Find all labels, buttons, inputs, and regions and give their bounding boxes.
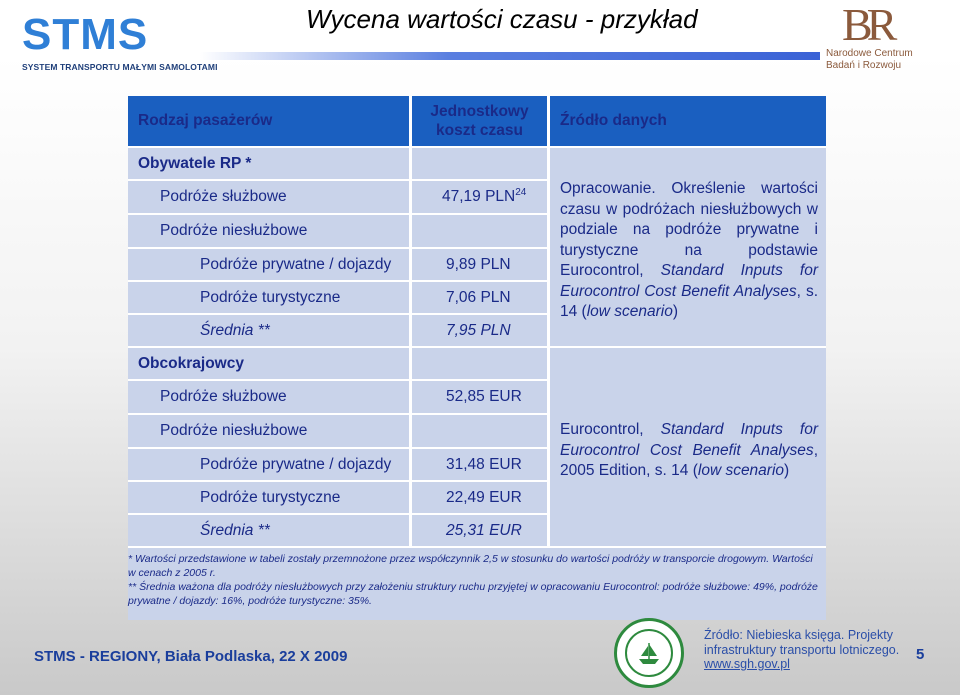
group-row-citizens (128, 148, 826, 181)
group-title-citizens: Obywatele RP * (128, 148, 412, 181)
row-value: 9,89 PLN (412, 249, 550, 282)
row-value (412, 215, 550, 249)
row-value: 7,95 PLN (412, 315, 550, 348)
value-of-time-table (128, 96, 826, 548)
header-data-source: Źródło danych (550, 96, 826, 148)
row-label: Podróże turystyczne (128, 482, 412, 515)
ncbr-logo (822, 2, 952, 76)
row-label: Podróże turystyczne (128, 282, 412, 315)
header-unit-cost: Jednostkowy koszt czasu (412, 96, 550, 148)
ship-icon (635, 639, 663, 667)
footer-source-link[interactable]: www.sgh.gov.pl (704, 657, 790, 671)
stms-logo-tagline: SYSTEM TRANSPORTU MAŁYMI SAMOLOTAMI (22, 62, 218, 72)
slide-header (0, 0, 960, 80)
row-label: Podróże prywatne / dojazdy (128, 449, 412, 482)
group-title-foreigners: Obcokrajowcy (128, 348, 412, 381)
row-label: Podróże służbowe (128, 381, 412, 415)
footnote-1: * Wartości przedstawione w tabeli zostały przemnożone przez współczynnik 2,5 w stosunku do wartości podróży w transporcie drogowym. Wartości w cenach z 2005 r. (128, 553, 813, 579)
title-underline-bar (200, 52, 820, 60)
footer-source (704, 628, 904, 672)
table-header-row (128, 96, 826, 148)
row-value: 52,85 EUR (412, 381, 550, 415)
header-passenger-type: Rodzaj pasażerów (128, 96, 412, 148)
row-value: 7,06 PLN (412, 282, 550, 315)
group-row-foreigners (128, 348, 826, 381)
footer-event-label: STMS - REGIONY, Biała Podlaska, 22 X 2009 (34, 648, 348, 665)
table-cell-empty (412, 148, 550, 181)
table-footnotes (128, 552, 826, 608)
ncbr-monogram: BR (842, 0, 892, 50)
row-label: Podróże prywatne / dojazdy (128, 249, 412, 282)
stms-logo (22, 12, 218, 72)
sgh-emblem-icon (614, 618, 684, 688)
source-cell-citizens: Opracowanie. Określenie wartości czasu w podróżach niesłużbowych w podziale na podróże prywatne i turystyczne na podstawie Eurocontrol, Standard Inputs for Eurocontrol Cost Benefit Analyses, s. 14 (low scenario) (550, 148, 826, 348)
row-value: 47,19 PLN$^{24}$ (412, 181, 550, 215)
slide-title: Wycena wartości czasu - przykład (306, 4, 698, 34)
row-label: Średnia ** (128, 515, 412, 548)
row-label: Podróże służbowe (128, 181, 412, 215)
row-value: 31,48 EUR (412, 449, 550, 482)
footer-source-text: Źródło: Niebieska księga. Projekty infrastruktury transportu lotniczego. (704, 628, 900, 657)
row-value (412, 415, 550, 449)
stms-logo-text: STMS (22, 10, 149, 59)
page-number: 5 (916, 646, 925, 663)
value-of-time-table-panel (128, 96, 826, 620)
table-cell-empty (412, 348, 550, 381)
row-value: 22,49 EUR (412, 482, 550, 515)
source-cell-foreigners: Eurocontrol, Standard Inputs for Eurocontrol Cost Benefit Analyses, 2005 Edition, s. 14 (low scenario) (550, 348, 826, 548)
footnote-2: ** Średnia ważona dla podróży niesłużbowych przy założeniu struktury ruchu przyjętej w opracowaniu Eurocontrol: podróże służbowe: 49%, podróże prywatne / dojazdy: 16%, podróże turystyczne: 35%. (128, 581, 818, 607)
row-value: 25,31 EUR (412, 515, 550, 548)
row-label: Podróże niesłużbowe (128, 415, 412, 449)
row-label: Podróże niesłużbowe (128, 215, 412, 249)
row-label: Średnia ** (128, 315, 412, 348)
ncbr-name: Narodowe Centrum Badań i Rozwoju (826, 48, 913, 71)
